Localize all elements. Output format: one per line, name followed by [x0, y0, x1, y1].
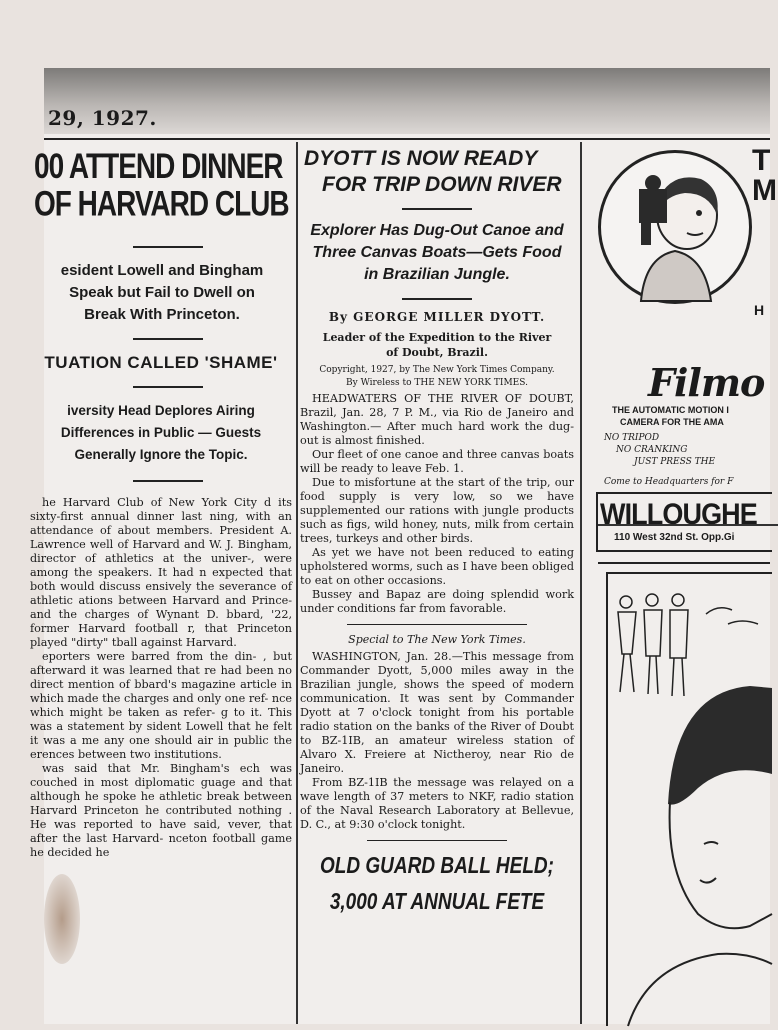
fashion-ad	[606, 572, 772, 1026]
ad-corner-letter: T	[752, 144, 771, 177]
paragraph: Our fleet of one canoe and three canvas boats will be ready to leave Feb. 1.	[300, 448, 574, 475]
filmo-logo: Filmo	[648, 360, 765, 405]
paragraph: From BZ-1IB the message was relayed on a wave length of 37 meters to NKF, radio station of the Naval Research Laboratory at Bellevue, D. C., at 9:30 o'clock tonight.	[300, 776, 574, 831]
wireless-credit: By Wireless to THE NEW YORK TIMES.	[346, 378, 528, 388]
harvard-article	[30, 142, 292, 1024]
woman-with-camera-icon	[601, 153, 749, 301]
harvard-headline-line-2: OF HARVARD CLUB	[34, 184, 289, 223]
ad-corner-letter: M	[752, 174, 777, 207]
deck-line: Break With Princeton.	[84, 306, 240, 323]
ad-feature: NO CRANKING	[616, 445, 688, 455]
ad-tagline-line: THE AUTOMATIC MOTION I	[612, 405, 729, 415]
byline-title-line: Leader of the Expedition to the River	[322, 331, 552, 344]
old-guard-headline-line-2: 3,000 AT ANNUAL FETE	[329, 889, 545, 915]
deck-line: iversity Head Deplores Airing	[67, 403, 255, 418]
dyott-article	[300, 142, 574, 1024]
harvard-deck-2	[30, 400, 292, 466]
newspaper-page	[30, 68, 777, 1024]
column-divider-2	[580, 142, 582, 1024]
byline-title-line: of Doubt, Brazil.	[386, 346, 488, 359]
camera-illustration	[598, 150, 752, 304]
ad-corner-letters	[752, 146, 777, 206]
copyright: Copyright, 1927, by The New York Times Company.	[319, 365, 555, 375]
paragraph: was said that Mr. Bingham's ech was couched in most diplomatic guage and that although he spoke he athletic break between Harvard Princeton he contributed nothing . He was reported to have said, vever, that after the last Harvard- nceton football game he decided he	[30, 762, 292, 859]
harvard-subhead: TUATION CALLED 'SHAME'	[44, 353, 278, 372]
harvard-body	[30, 496, 292, 860]
paragraph: he Harvard Club of New York City d its sixty-first annual dinner last ning, with an attendance of about members. President A. Lawrence well of Harvard and W. J. Bingham, director of athletics at the univer-, were among the speakers. It had n expected that both would discuss ensively the severance of athletic ations between Harvard and Prince- and the charges of Wynant D. bbard, '22, former Harvard football r, that Princeton played "dirty" tball against Harvard.	[30, 496, 292, 649]
divider	[367, 840, 507, 841]
divider	[133, 480, 203, 482]
deck-line: Three Canvas Boats—Gets Food	[312, 244, 562, 261]
paragraph: As yet we have not been reduced to eating upholstered worms, such as I have been obliged to eat on other occasions.	[300, 546, 575, 587]
ad-tagline-line: CAMERA FOR THE AMA	[620, 417, 724, 427]
dyott-headline	[304, 146, 574, 198]
old-guard-headline-line-1: OLD GUARD BALL HELD;	[320, 853, 554, 879]
byline: By GEORGE MILLER DYOTT.	[328, 310, 546, 324]
harvard-headline-line-1: 00 ATTEND DINNER	[34, 146, 283, 186]
ad-feature: NO TRIPOD	[604, 433, 660, 443]
willoughby-logo: WILLOUGHE	[600, 498, 757, 531]
deck-line: in Brazilian Jungle.	[364, 266, 510, 283]
paragraph: Bussey and Bapaz are doing splendid work under conditions far from favorable.	[300, 588, 574, 615]
dyott-headline-line-2: FOR TRIP DOWN RIVER	[322, 173, 562, 196]
deck-line: esident Lowell and Bingham	[60, 262, 264, 279]
deck-line: Differences in Public — Guests	[60, 425, 262, 440]
dyott-headline-line-1: DYOTT IS NOW READY	[304, 147, 538, 170]
masthead-rule	[44, 138, 770, 140]
divider	[402, 208, 472, 210]
dyott-body	[300, 392, 574, 616]
ad-tagline	[612, 404, 729, 428]
ad-feature: JUST PRESS THE	[634, 457, 716, 467]
ad-divider	[598, 562, 770, 564]
deck-line: Speak but Fail to Dwell on	[69, 284, 255, 301]
ad-features	[604, 432, 715, 468]
fashion-illustration-icon	[608, 574, 772, 1026]
ad-headquarters: Come to Headquarters for F	[604, 477, 734, 487]
harvard-deck-1	[32, 260, 292, 326]
divider	[133, 338, 203, 340]
byline-title	[300, 330, 574, 360]
special-credit: Special to The New York Times.	[348, 633, 526, 646]
dyott-deck	[300, 220, 574, 286]
washington-body	[300, 650, 574, 832]
date-line: 29, 1927.	[48, 106, 157, 130]
harvard-headline	[34, 148, 292, 223]
advertisement-column	[592, 142, 777, 1024]
ad-corner-letter: H	[754, 302, 765, 318]
divider	[347, 624, 527, 625]
divider	[133, 386, 203, 388]
old-guard-headline	[300, 849, 574, 921]
paragraph: WASHINGTON, Jan. 28.—This message from Commander Dyott, 5,000 miles away in the Brazilian jungle, shows the speed of modern communication. It was sent by Commander Dyott at 7 o'clock tonight from his portable radio station on the banks of the River of Doubt to BZ-1IB, an amateur wireless station of Alvaro X. Freiere at Nictheroy, near Rio de Janeiro.	[300, 650, 574, 775]
deck-line: Explorer Has Dug-Out Canoe and	[310, 222, 564, 239]
willoughby-address: 110 West 32nd St. Opp.Gi	[614, 532, 735, 543]
deck-line: Generally Ignore the Topic.	[74, 447, 248, 462]
finger-shadow	[44, 874, 80, 964]
paragraph: eporters were barred from the din- , but afterward it was learned that re had been no direct mention of bbard's magazine article in which made the charges and only one ref- nce which might be taken as refer- g to it. This was a statement by sident Lowell that he felt it was a me any one should air in public the erences between two institutions.	[30, 650, 292, 761]
divider	[133, 246, 203, 248]
column-divider-1	[296, 142, 298, 1024]
paragraph: HEADWATERS OF THE RIVER OF DOUBT, Brazil, Jan. 28, 7 P. M., via Rio de Janeiro and Washington.— After much hard work the dug-out is almost finished.	[300, 392, 574, 447]
paragraph: Due to misfortune at the start of the trip, our food supply is very low, so we have supplemented our rations with jungle products such as figs, wild honey, nuts, milk from certain trees, turkeys and other birds.	[300, 476, 574, 545]
divider	[402, 298, 472, 300]
